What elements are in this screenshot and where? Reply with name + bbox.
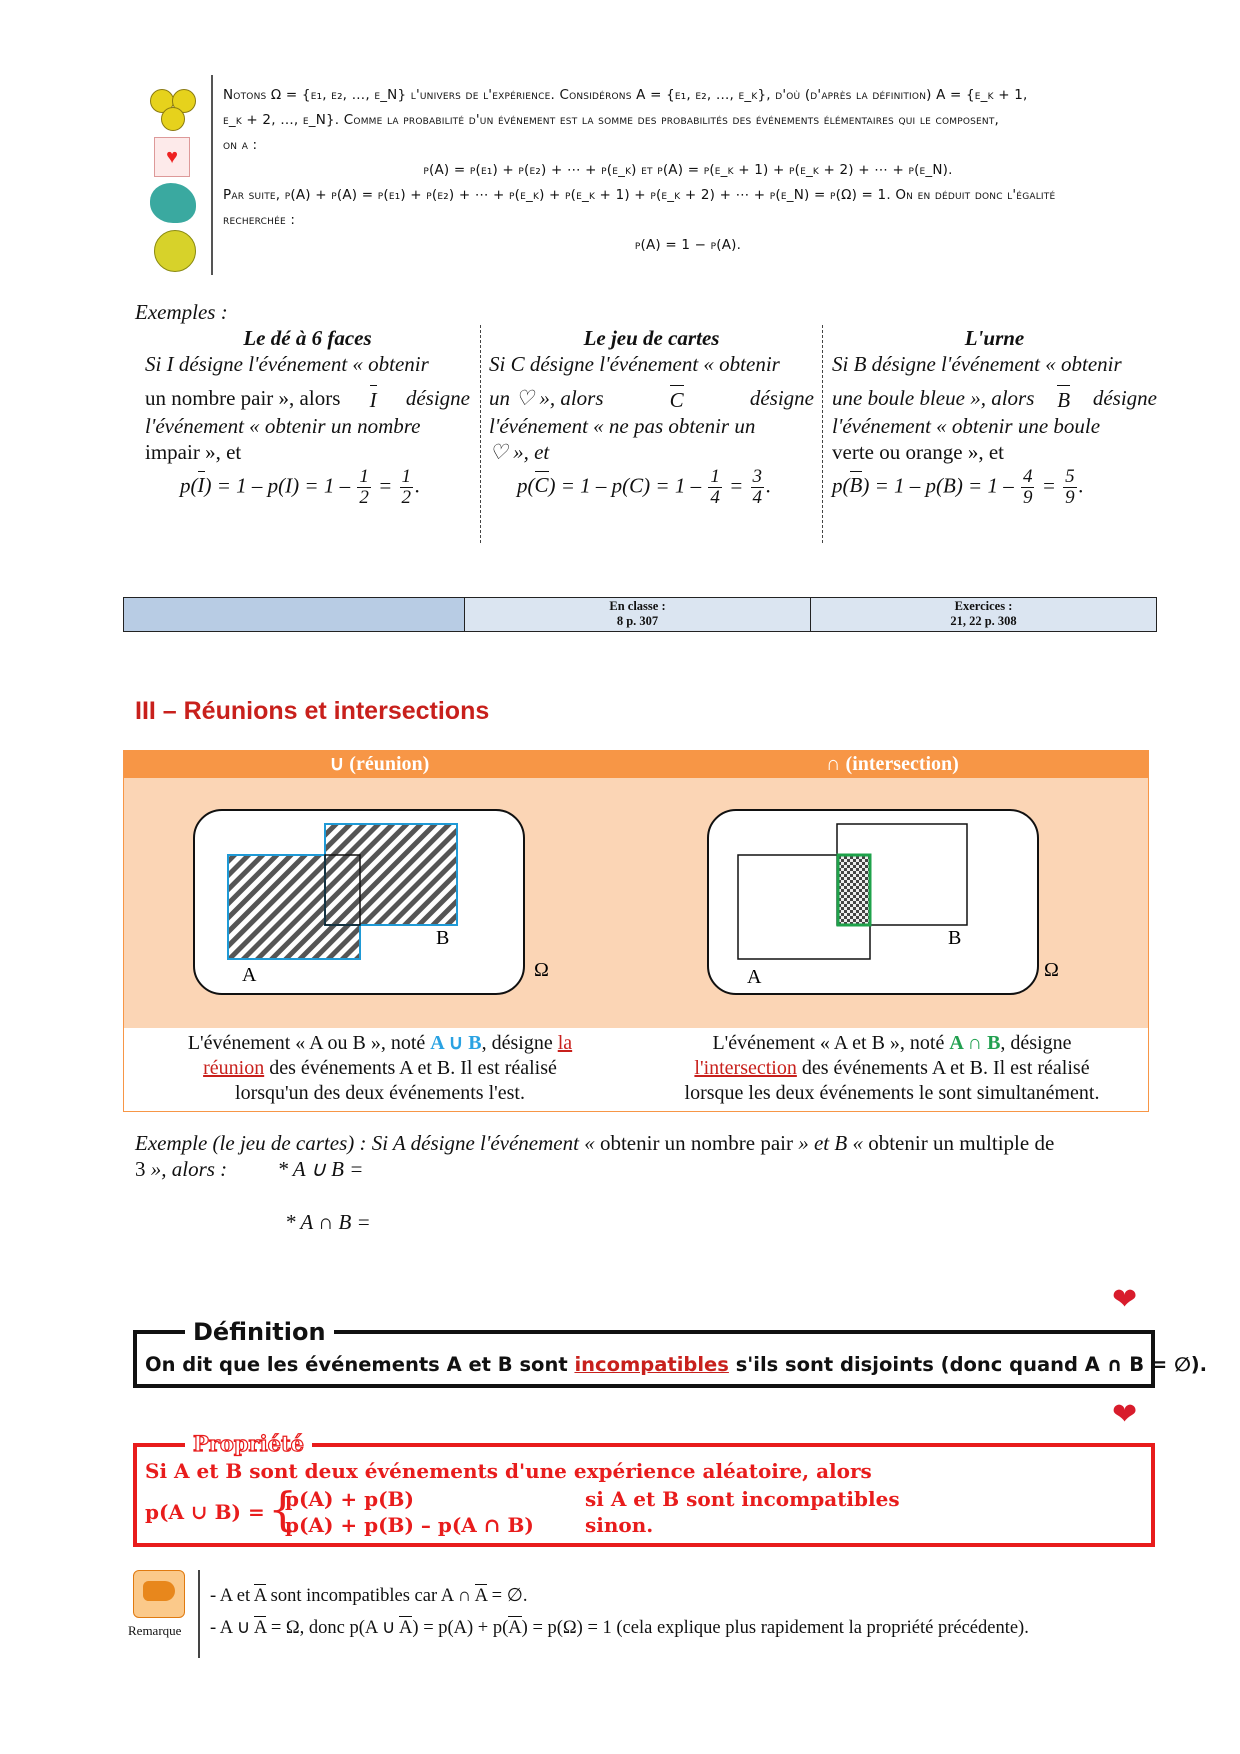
- example-line: désigne: [749, 386, 814, 410]
- proof-line-3: on a :: [223, 137, 258, 153]
- fraction: $\frac{4}{9}$: [1022, 466, 1033, 508]
- example-line: Si C désigne l'événement « obtenir: [489, 352, 780, 376]
- example-line: l'événement « obtenir un nombre: [145, 414, 421, 438]
- example-line: l'événement « obtenir une boule: [832, 414, 1101, 438]
- formula-equals: =: [729, 473, 744, 498]
- formula-complement: C: [534, 473, 549, 498]
- formula-equals: =: [1041, 473, 1056, 498]
- set-b-union: [325, 824, 457, 925]
- remark-text: [210, 1580, 1029, 1644]
- fraction: $\frac{1}{2}$: [401, 466, 411, 508]
- example-text: » et B «: [798, 1131, 863, 1155]
- section-title: III – Réunions et intersections: [135, 697, 490, 725]
- term-incompatibles: incompatibles: [574, 1353, 729, 1376]
- formula-end: .: [766, 473, 772, 498]
- caption-text: lorsque les deux événements le sont simultanément.: [684, 1082, 1100, 1104]
- property-case-1: p(A) + p(B): [285, 1487, 414, 1511]
- caption-text: L'événement « A et B », noté: [712, 1032, 945, 1054]
- venn-header: [123, 750, 1149, 778]
- formula-complement: B: [849, 473, 863, 498]
- caption-text: des événements A et B. Il est réalisé: [801, 1057, 1090, 1079]
- example-line: désigne: [405, 386, 470, 410]
- proof-result: p(A) = 1 − p(A).: [634, 237, 742, 253]
- column-divider: [480, 325, 481, 543]
- definition-label: Définition: [185, 1318, 334, 1346]
- complement-symbol: B: [1057, 385, 1070, 413]
- example-line: verte ou orange », et: [832, 440, 1005, 464]
- proof-divider: [211, 75, 213, 275]
- fraction: $\frac{1}{2}$: [359, 466, 369, 508]
- proof-paragraph: [223, 83, 1153, 258]
- example-cards: [135, 1130, 1155, 1235]
- complement-symbol: I: [370, 385, 377, 413]
- property-case-2: p(A) + p(B) – p(A ∩ B): [285, 1513, 534, 1537]
- example-line: ♡ », et: [489, 440, 550, 464]
- example-line: impair », et: [145, 440, 242, 464]
- example-formula: [832, 467, 1157, 508]
- example-column-urn: [832, 325, 1157, 508]
- examples-title: Exemples :: [135, 300, 228, 324]
- venn-svg: [124, 778, 1148, 1028]
- remark-line-2: - A ∪ A = Ω, donc p(A ∪ A) = p(A) + p(A) = p(Ω) = 1 (cela explique plus rapidement la propriété précédente).: [210, 1618, 1029, 1638]
- label-b-union: B: [436, 927, 450, 949]
- proof-line-2: ε_k + 2, …, ε_N}. Comme la probabilité d'un événement est la somme des probabilités des événements élémentaires qui le composent,: [223, 112, 1000, 128]
- classe-label: En classe :: [609, 599, 666, 613]
- reference-classe-cell: [465, 598, 811, 631]
- formula-part: ) = 1 – p(I) = 1 –: [204, 473, 351, 498]
- proof-line-4: Par suite, p(A) + p(A) = p(ε₁) + p(ε₂) + ⋯ + p(ε_k) + p(ε_k + 1) + p(ε_k + 2) + ⋯ + p(ε_N) = p(Ω) = 1. On en déduit donc l'égalité: [223, 187, 1056, 203]
- proof-line-5: recherchée :: [223, 212, 296, 228]
- playing-card-icon: ♥: [154, 137, 190, 177]
- formula-part: ) = 1 – p(B) = 1 –: [862, 473, 1014, 498]
- formula-part: ) = 1 – p(C) = 1 –: [548, 473, 702, 498]
- union-caption: [124, 1028, 636, 1108]
- caption-text: , désigne: [1000, 1032, 1072, 1054]
- fish-icon: [150, 183, 196, 223]
- fraction: $\frac{5}{9}$: [1065, 466, 1075, 508]
- definition-text: [145, 1353, 1207, 1376]
- remark-divider: [198, 1570, 200, 1658]
- pointing-hand-icon: [133, 1570, 185, 1618]
- reference-empty-cell: [124, 598, 465, 631]
- label-a-inter: A: [747, 966, 762, 988]
- heart-icon: ❤: [1112, 1398, 1138, 1431]
- caption-text: lorsqu'un des deux événements l'est.: [235, 1082, 525, 1104]
- fraction: $\frac{3}{4}$: [752, 466, 763, 508]
- formula-end: .: [1078, 473, 1084, 498]
- formula-part: p(: [517, 473, 535, 498]
- intersection-symbol: A ∩ B: [949, 1032, 1001, 1054]
- example-text: 3: [135, 1157, 146, 1181]
- exercices-label: Exercices :: [954, 599, 1013, 613]
- example-line: un ♡ », alors: [489, 386, 604, 410]
- remark-label: Remarque: [128, 1623, 182, 1638]
- example-heading: Le jeu de cartes: [583, 326, 720, 350]
- example-heading: Le dé à 6 faces: [243, 326, 372, 350]
- heart-icon: ❤: [1112, 1283, 1138, 1316]
- example-text: Exemple (le jeu de cartes) : Si A désigne l'événement «: [135, 1131, 595, 1155]
- formula-equals: =: [378, 473, 393, 498]
- example-line: Si B désigne l'événement « obtenir: [832, 352, 1122, 376]
- overlap-inter: [838, 855, 870, 925]
- term-reunion: réunion: [203, 1057, 265, 1079]
- formula-part: p(: [180, 473, 198, 498]
- intersection-blank: * A ∩ B =: [285, 1210, 371, 1234]
- union-symbol: A ∪ B: [430, 1032, 482, 1054]
- example-formula: [180, 467, 470, 508]
- formula-end: .: [415, 473, 421, 498]
- property-cond-2: sinon.: [585, 1513, 654, 1537]
- property-label: Propriété: [185, 1431, 312, 1456]
- smiley-icon: [161, 107, 185, 131]
- exercices-value: 21, 22 p. 308: [950, 614, 1017, 628]
- reference-exercices-cell: [811, 598, 1156, 631]
- property-cond-1: si A et B sont incompatibles: [585, 1487, 900, 1511]
- reference-table: [123, 597, 1157, 632]
- union-header: ∪ (réunion): [329, 753, 430, 775]
- remark-line-1: - A et A sont incompatibles car A ∩ A = ∅.: [210, 1586, 528, 1606]
- venn-captions: [124, 1028, 1148, 1108]
- definition-part: s'ils sont disjoints (donc quand A ∩ B = ∅).: [735, 1353, 1208, 1376]
- label-omega-union: Ω: [534, 959, 549, 981]
- example-line: une boule bleue », alors: [832, 386, 1035, 410]
- column-divider: [822, 325, 823, 543]
- formula-complement: I: [197, 473, 205, 498]
- caption-text: , désigne: [481, 1032, 553, 1054]
- classe-value: 8 p. 307: [616, 614, 659, 628]
- venn-diagrams: [124, 778, 1148, 1028]
- proof-line-1: Notons Ω = {ε₁, ε₂, …, ε_N} l'univers de l'expérience. Considérons A = {ε₁, ε₂, …, ε_k}, d'où (d'après la définition) A = {ε_k + 1,: [223, 87, 1028, 103]
- property-lhs: p(A ∪ B) =: [145, 1500, 265, 1524]
- example-heading: L'urne: [964, 326, 1025, 350]
- example-line: l'événement « ne pas obtenir un: [489, 414, 756, 438]
- example-line: désigne: [1092, 386, 1157, 410]
- proof-formula-1: p(A) = p(ε₁) + p(ε₂) + ⋯ + p(ε_k) et p(A) = p(ε_k + 1) + p(ε_k + 2) + ⋯ + p(ε_N).: [423, 162, 953, 178]
- example-text: », alors :: [150, 1157, 228, 1181]
- term-reunion-part: la: [557, 1032, 573, 1054]
- example-line: Si I désigne l'événement « obtenir: [145, 352, 429, 376]
- caption-text: des événements A et B. Il est réalisé: [269, 1057, 557, 1079]
- formula-part: p(: [832, 473, 850, 498]
- example-formula: [517, 467, 814, 508]
- example-text: obtenir un multiple de: [868, 1131, 1055, 1155]
- label-omega-inter: Ω: [1044, 959, 1059, 981]
- fraction: $\frac{1}{4}$: [710, 466, 720, 508]
- example-line: un nombre pair », alors: [145, 386, 341, 410]
- label-a-union: A: [242, 964, 257, 986]
- example-column-cards: [489, 325, 814, 508]
- union-blank: * A ∪ B =: [277, 1157, 364, 1181]
- intersection-header: ∩ (intersection): [826, 753, 959, 775]
- property-brace: {: [268, 1482, 298, 1536]
- label-b-inter: B: [948, 927, 962, 949]
- example-column-die: [145, 325, 470, 508]
- term-intersection: l'intersection: [694, 1057, 797, 1079]
- property-line-1: Si A et B sont deux événements d'une expérience aléatoire, alors: [145, 1459, 872, 1483]
- dice-icon: [154, 230, 196, 272]
- complement-symbol: C: [670, 385, 684, 413]
- caption-text: L'événement « A ou B », noté: [187, 1032, 426, 1054]
- definition-part: On dit que les événements A et B sont: [145, 1353, 568, 1376]
- example-text: obtenir un nombre pair: [599, 1131, 793, 1155]
- intersection-caption: [636, 1028, 1148, 1108]
